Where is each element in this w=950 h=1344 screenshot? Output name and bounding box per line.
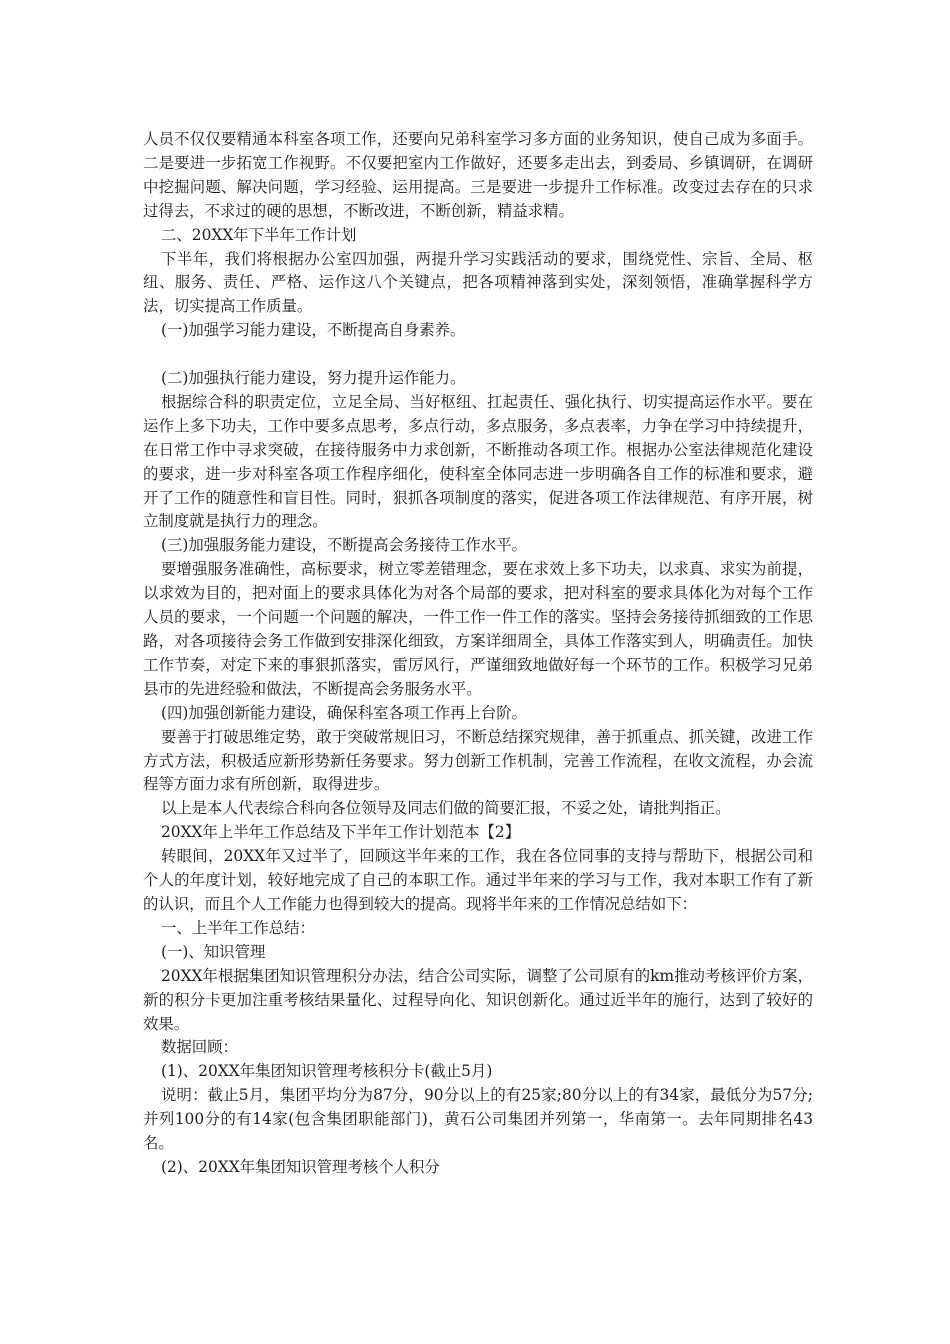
- subheading-learning: (一)加强学习能力建设，不断提高自身素养。: [161, 321, 466, 340]
- paragraph-closing: 以上是本人代表综合科向各位领导及同志们做的简要汇报，不妥之处，请批判指正。: [161, 799, 731, 818]
- subheading-service: (三)加强服务能力建设，不断提高会务接待工作水平。: [161, 536, 527, 555]
- label-data-review: 数据回顾：: [161, 1038, 238, 1057]
- section-heading-plan: 二、20XX年下半年工作计划: [161, 225, 357, 244]
- subheading-innovation: (四)加强创新能力建设，确保科室各项工作再上台阶。: [161, 703, 527, 722]
- paragraph-scorecard-note: 说明：截止5月，集团平均分为87分，90分以上的有25家;80分以上的有34家，最低分为57分;并列100分的有14家(包含集团职能部门)，黄石公司集团并列第一，华南第一。去年同期排名43名。: [143, 1086, 813, 1153]
- blank-line: [143, 343, 813, 367]
- paragraph-knowledge-management: 20XX年根据集团知识管理积分办法，结合公司实际，调整了公司原有的km推动考核评价方案，新的积分卡更加注重考核结果量化、过程导向化、知识创新化。通过近半年的施行，达到了较好的效果。: [143, 966, 813, 1033]
- article-title-2: 20XX年上半年工作总结及下半年工作计划范本【2】: [161, 823, 521, 842]
- subheading-knowledge-management: (一)、知识管理: [161, 942, 266, 961]
- subheading-execution: (二)加强执行能力建设，努力提升运作能力。: [161, 369, 466, 388]
- item-scorecard: (1)、20XX年集团知识管理考核积分卡(截止5月): [161, 1062, 493, 1081]
- paragraph-service: 要增强服务准确性，高标要求，树立零差错理念，要在求效上多下功夫，以求真、求实为前提，以求效为目的，把对面上的要求具体化为对各个局部的要求，把对科室的要求具体化为对每个工作人员的要求，一个问题一个问题的解决，一件工作一件工作的落实。坚持会务接待抓细致的工作思路，对各项接待会务工作做到安排深化细致，方案详细周全，具体工作落实到人，明确责任。加快工作节奏，对定下来的事狠抓落实，雷厉风行，严谨细致地做好每一个环节的工作。积极学习兄弟县市的先进经验和做法，不断提高会务服务水平。: [143, 560, 813, 698]
- item-personal-score: (2)、20XX年集团知识管理考核个人积分: [161, 1157, 440, 1176]
- paragraph-plan-intro: 下半年，我们将根据办公室四加强，两提升学习实践活动的要求，围绕党性、宗旨、全局、枢纽、服务、责任、严格、运作这八个关键点，把各项精神落到实处，深刻领悟，准确掌握科学方法，切实提高工作质量。: [143, 249, 813, 316]
- document-page: [143, 128, 813, 1180]
- paragraph-intro-2: 转眼间，20XX年又过半了，回顾这半年来的工作，我在各位同事的支持与帮助下，根据公司和个人的年度计划，较好地完成了自己的本职工作。通过半年来的学习与工作，我对本职工作有了新的认识，而且个人工作能力也得到较大的提高。现将半年来的工作情况总结如下：: [143, 847, 813, 913]
- paragraph-execution: 根据综合科的职责定位，立足全局、当好枢纽、扛起责任、强化执行、切实提高运作水平。要在运作上多下功夫，工作中要多点思考，多点行动，多点服务，多点表率，力争在学习中持续提升，在日常工作中寻求突破，在接待服务中力求创新，不断推动各项工作。根据办公室法律规范化建设的要求，进一步对科室各项工作程序细化，使科室全体同志进一步明确各自工作的标准和要求，避开了工作的随意性和盲目性。同时，狠抓各项制度的落实，促进各项工作法律规范、有序开展，树立制度就是执行力的理念。: [143, 392, 813, 531]
- section-heading-summary: 一、上半年工作总结：: [161, 918, 315, 937]
- paragraph-innovation: 要善于打破思维定势，敢于突破常规旧习，不断总结探究规律，善于抓重点、抓关键，改进工作方式方法，积极适应新形势新任务要求。努力创新工作机制，完善工作流程，在收文流程，办会流程等方面力求有所创新，取得进步。: [143, 727, 813, 794]
- paragraph-summary-continued: 人员不仅仅要精通本科室各项工作，还要向兄弟科室学习多方面的业务知识，使自己成为多面手。二是要进一步拓宽工作视野。不仅要把室内工作做好，还要多走出去，到委局、乡镇调研，在调研中挖掘问题、解决问题，学习经验、运用提高。三是要进一步提升工作标准。改变过去存在的只求过得去，不求过的硬的思想，不断改进，不断创新，精益求精。: [143, 130, 813, 220]
